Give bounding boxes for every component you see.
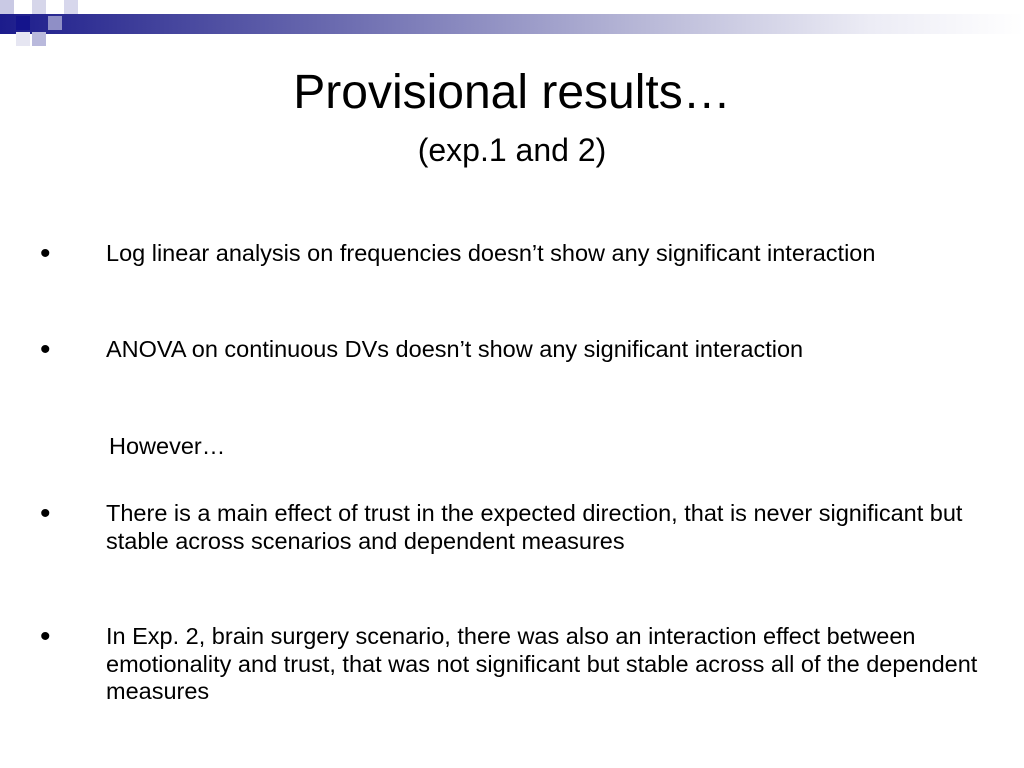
header-band	[0, 14, 1024, 34]
decor-square	[64, 0, 78, 14]
decor-square	[16, 16, 30, 30]
slide-subtitle: (exp.1 and 2)	[417, 132, 607, 168]
decor-square	[0, 0, 14, 14]
decor-square	[32, 32, 46, 46]
decor-square	[16, 32, 30, 46]
however-text: However…	[109, 433, 226, 459]
bullet-text: In Exp. 2, brain surgery scenario, there was also an interaction effect between emotionality and trust, that was not significant but stable across all of the dependent measures	[106, 623, 978, 704]
bullet-text: ANOVA on continuous DVs doesn’t show any significant interaction	[106, 336, 804, 362]
bullet-dot: •	[40, 497, 51, 530]
bullet-dot: •	[40, 237, 51, 270]
bullet-dot: •	[40, 333, 51, 366]
bullet-text: Log linear analysis on frequencies doesn’t show any significant interaction	[106, 240, 876, 266]
slide-title: Provisional results…	[293, 66, 731, 119]
bullet-dot: •	[40, 620, 51, 653]
decor-square	[48, 16, 62, 30]
decor-square	[32, 0, 46, 14]
bullet-text: There is a main effect of trust in the expected direction, that is never significant but stable across scenarios and dependent measures	[106, 500, 963, 554]
